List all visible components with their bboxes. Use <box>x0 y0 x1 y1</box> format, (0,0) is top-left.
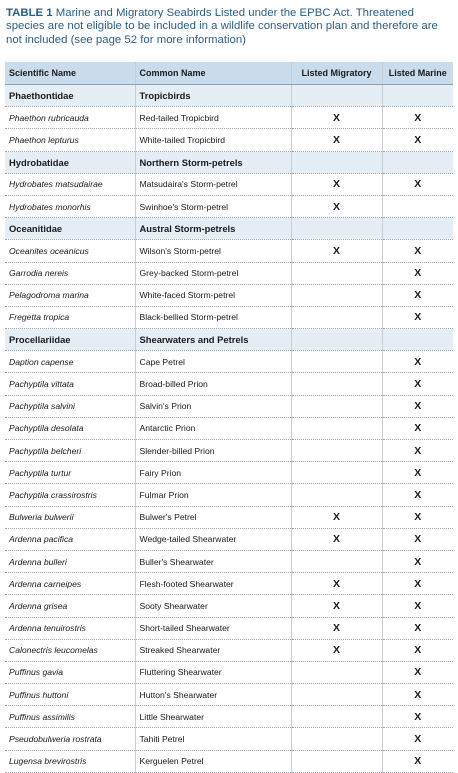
family-row <box>5 151 453 173</box>
family-common-name: Austral Storm-petrels <box>135 218 291 240</box>
table-row <box>5 240 453 262</box>
family-row <box>5 329 453 351</box>
listed-migratory-mark <box>291 395 382 417</box>
scientific-name: Ardenna pacifica <box>5 528 135 550</box>
empty-cell <box>291 85 382 107</box>
scientific-name: Daption capense <box>5 351 135 373</box>
listed-marine-mark: X <box>382 528 453 550</box>
scientific-name: Puffinus gavia <box>5 661 135 683</box>
listed-marine-mark: X <box>382 284 453 306</box>
common-name: Little Shearwater <box>135 706 291 728</box>
caption-label: TABLE 1 <box>6 7 53 19</box>
listed-marine-mark: X <box>382 240 453 262</box>
scientific-name: Hydrobates matsudairae <box>5 173 135 195</box>
listed-migratory-mark <box>291 417 382 439</box>
common-name: Matsudaira's Storm-petrel <box>135 173 291 195</box>
listed-migratory-mark <box>291 440 382 462</box>
family-name: Phaethontidae <box>5 85 135 107</box>
listed-marine-mark: X <box>382 417 453 439</box>
listed-migratory-mark <box>291 462 382 484</box>
common-name: Fluttering Shearwater <box>135 661 291 683</box>
listed-migratory-mark <box>291 706 382 728</box>
common-name: Sooty Shearwater <box>135 595 291 617</box>
listed-migratory-mark <box>291 262 382 284</box>
empty-cell <box>382 329 453 351</box>
common-name: Wilson's Storm-petrel <box>135 240 291 262</box>
empty-cell <box>291 218 382 240</box>
listed-marine-mark: X <box>382 262 453 284</box>
scientific-name: Puffinus assimilis <box>5 706 135 728</box>
listed-marine-mark: X <box>382 661 453 683</box>
listed-marine-mark: X <box>382 750 453 772</box>
listed-marine-mark: X <box>382 573 453 595</box>
table-row <box>5 173 453 195</box>
empty-cell <box>291 151 382 173</box>
common-name: Slender-billed Prion <box>135 440 291 462</box>
listed-migratory-mark <box>291 728 382 750</box>
listed-migratory-mark <box>291 373 382 395</box>
listed-marine-mark: X <box>382 595 453 617</box>
listed-marine-mark: X <box>382 617 453 639</box>
family-name: Oceanitidae <box>5 218 135 240</box>
scientific-name: Phaethon lepturus <box>5 129 135 151</box>
listed-migratory-mark: X <box>291 195 382 217</box>
common-name: White-tailed Tropicbird <box>135 129 291 151</box>
caption-text: Marine and Migratory Seabirds Listed under the EPBC Act. Threatened species are not eligible to be included in a wildlife conservation plan and therefore are not included (see page 52 for more information) <box>6 7 438 46</box>
scientific-name: Puffinus huttoni <box>5 684 135 706</box>
table-row <box>5 417 453 439</box>
listed-marine-mark: X <box>382 129 453 151</box>
listed-migratory-mark <box>291 306 382 328</box>
listed-migratory-mark: X <box>291 528 382 550</box>
table-row <box>5 306 453 328</box>
family-name: Procellariidae <box>5 329 135 351</box>
table-row <box>5 573 453 595</box>
scientific-name: Pachyptila crassirostris <box>5 484 135 506</box>
family-common-name: Northern Storm-petrels <box>135 151 291 173</box>
listed-marine-mark: X <box>382 506 453 528</box>
listed-migratory-mark <box>291 550 382 572</box>
empty-cell <box>382 151 453 173</box>
listed-marine-mark: X <box>382 484 453 506</box>
listed-marine-mark: X <box>382 706 453 728</box>
listed-migratory-mark: X <box>291 639 382 661</box>
common-name: Wedge-tailed Shearwater <box>135 528 291 550</box>
listed-marine-mark: X <box>382 440 453 462</box>
listed-migratory-mark: X <box>291 595 382 617</box>
family-name: Hydrobatidae <box>5 151 135 173</box>
common-name: Kerguelen Petrel <box>135 750 291 772</box>
table-row <box>5 595 453 617</box>
listed-migratory-mark <box>291 484 382 506</box>
scientific-name: Hydrobates monorhis <box>5 195 135 217</box>
scientific-name: Pachyptila desolata <box>5 417 135 439</box>
scientific-name: Pachyptila vittata <box>5 373 135 395</box>
common-name: Grey-backed Storm-petrel <box>135 262 291 284</box>
seabird-table <box>5 62 453 773</box>
listed-marine-mark: X <box>382 173 453 195</box>
header-scientific-name: Scientific Name <box>5 62 135 85</box>
table-body <box>5 85 453 773</box>
table-row <box>5 262 453 284</box>
listed-marine-mark: X <box>382 462 453 484</box>
listed-migratory-mark: X <box>291 107 382 129</box>
listed-marine-mark: X <box>382 395 453 417</box>
family-row <box>5 218 453 240</box>
family-common-name: Tropicbirds <box>135 85 291 107</box>
listed-migratory-mark <box>291 661 382 683</box>
table-row <box>5 639 453 661</box>
scientific-name: Phaethon rubricauda <box>5 107 135 129</box>
listed-marine-mark: X <box>382 550 453 572</box>
listed-marine-mark <box>382 195 453 217</box>
listed-migratory-mark <box>291 750 382 772</box>
listed-marine-mark: X <box>382 639 453 661</box>
common-name: Bulwer's Petrel <box>135 506 291 528</box>
table-row <box>5 706 453 728</box>
scientific-name: Calonectris leucomelas <box>5 639 135 661</box>
scientific-name: Ardenna grisea <box>5 595 135 617</box>
common-name: Broad-billed Prion <box>135 373 291 395</box>
scientific-name: Pachyptila belcheri <box>5 440 135 462</box>
table-caption <box>6 7 452 47</box>
common-name: Fairy Prion <box>135 462 291 484</box>
table-row <box>5 351 453 373</box>
listed-migratory-mark: X <box>291 240 382 262</box>
table-row <box>5 129 453 151</box>
table-row <box>5 462 453 484</box>
table-row <box>5 617 453 639</box>
common-name: Red-tailed Tropicbird <box>135 107 291 129</box>
scientific-name: Garrodia nereis <box>5 262 135 284</box>
listed-marine-mark: X <box>382 351 453 373</box>
scientific-name: Ardenna carneipes <box>5 573 135 595</box>
common-name: Cape Petrel <box>135 351 291 373</box>
empty-cell <box>291 329 382 351</box>
empty-cell <box>382 85 453 107</box>
table-row <box>5 728 453 750</box>
table-row <box>5 195 453 217</box>
table-row <box>5 395 453 417</box>
common-name: Hutton's Shearwater <box>135 684 291 706</box>
listed-marine-mark: X <box>382 728 453 750</box>
scientific-name: Pachyptila turtur <box>5 462 135 484</box>
header-row <box>5 62 453 85</box>
common-name: Fulmar Prion <box>135 484 291 506</box>
table-row <box>5 550 453 572</box>
family-row <box>5 85 453 107</box>
listed-migratory-mark: X <box>291 573 382 595</box>
listed-marine-mark: X <box>382 306 453 328</box>
family-common-name: Shearwaters and Petrels <box>135 329 291 351</box>
header-listed-marine: Listed Marine <box>382 62 453 85</box>
table-row <box>5 373 453 395</box>
common-name: Salvin's Prion <box>135 395 291 417</box>
common-name: White-faced Storm-petrel <box>135 284 291 306</box>
common-name: Short-tailed Shearwater <box>135 617 291 639</box>
listed-marine-mark: X <box>382 373 453 395</box>
common-name: Black-bellied Storm-petrel <box>135 306 291 328</box>
common-name: Buller's Shearwater <box>135 550 291 572</box>
scientific-name: Fregetta tropica <box>5 306 135 328</box>
header-common-name: Common Name <box>135 62 291 85</box>
common-name: Swinhoe's Storm-petrel <box>135 195 291 217</box>
listed-marine-mark: X <box>382 684 453 706</box>
scientific-name: Pelagodroma marina <box>5 284 135 306</box>
scientific-name: Pachyptila salvini <box>5 395 135 417</box>
table-row <box>5 440 453 462</box>
scientific-name: Ardenna tenuirostris <box>5 617 135 639</box>
table-row <box>5 684 453 706</box>
common-name: Flesh-footed Shearwater <box>135 573 291 595</box>
scientific-name: Oceanites oceanicus <box>5 240 135 262</box>
listed-migratory-mark <box>291 351 382 373</box>
empty-cell <box>382 218 453 240</box>
listed-migratory-mark <box>291 684 382 706</box>
table-row <box>5 661 453 683</box>
listed-migratory-mark <box>291 284 382 306</box>
listed-migratory-mark: X <box>291 173 382 195</box>
table-row <box>5 107 453 129</box>
listed-marine-mark: X <box>382 107 453 129</box>
table-row <box>5 284 453 306</box>
header-listed-migratory: Listed Migratory <box>291 62 382 85</box>
scientific-name: Bulweria bulwerii <box>5 506 135 528</box>
listed-migratory-mark: X <box>291 129 382 151</box>
table-row <box>5 750 453 772</box>
scientific-name: Pseudobulweria rostrata <box>5 728 135 750</box>
scientific-name: Lugensa brevirostris <box>5 750 135 772</box>
common-name: Antarctic Prion <box>135 417 291 439</box>
scientific-name: Ardenna bulleri <box>5 550 135 572</box>
table-row <box>5 528 453 550</box>
listed-migratory-mark: X <box>291 617 382 639</box>
common-name: Tahiti Petrel <box>135 728 291 750</box>
common-name: Streaked Shearwater <box>135 639 291 661</box>
listed-migratory-mark: X <box>291 506 382 528</box>
table-row <box>5 506 453 528</box>
table-row <box>5 484 453 506</box>
